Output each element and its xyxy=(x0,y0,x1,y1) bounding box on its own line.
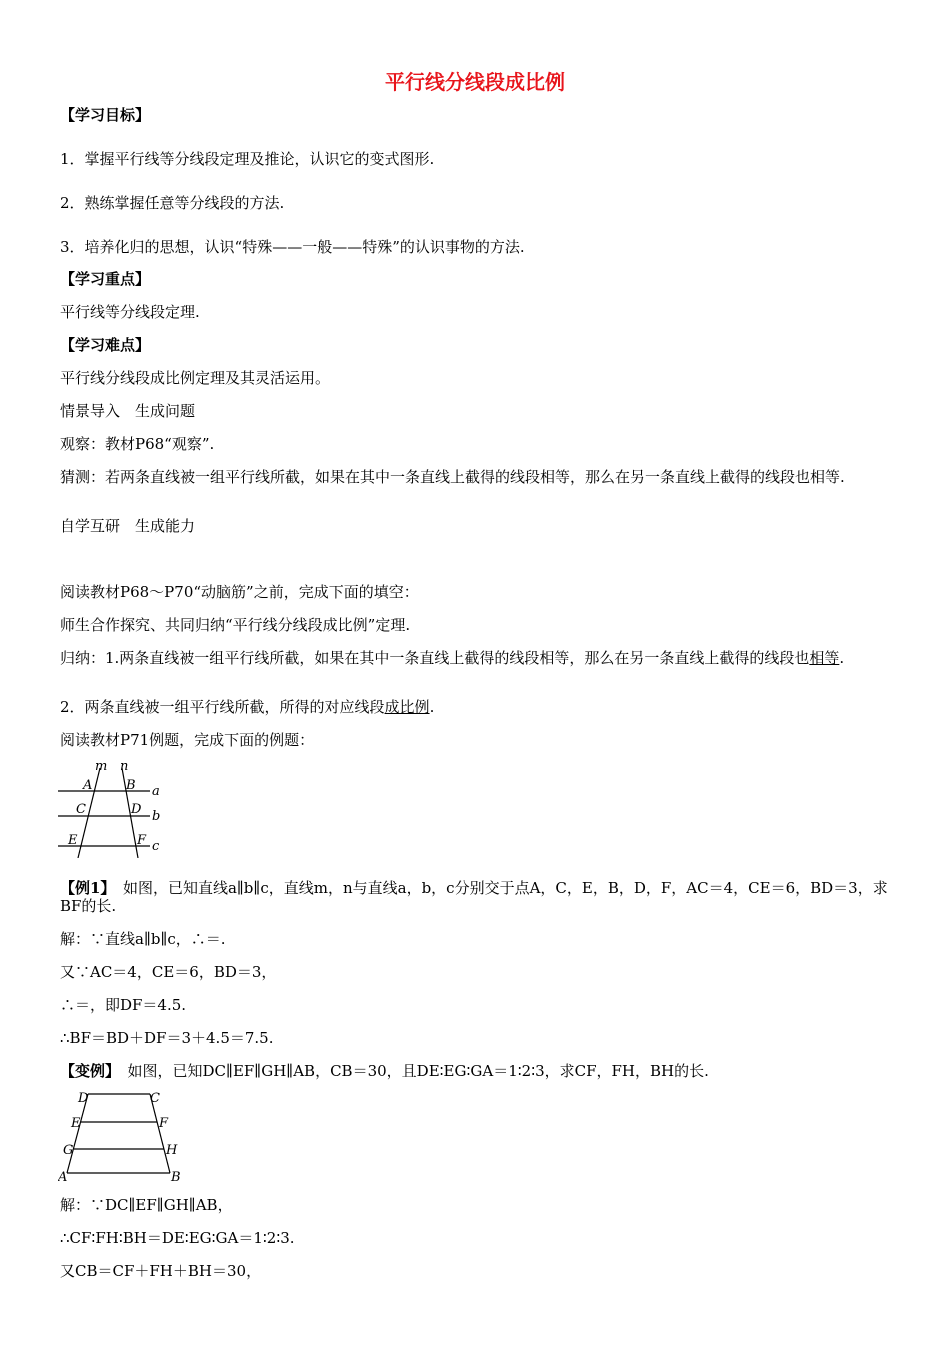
summary-2-suffix: . xyxy=(429,698,435,716)
label-m: m xyxy=(95,759,108,774)
guess-text: 猜测：若两条直线被一组平行线所截，如果在其中一条直线上截得的线段相等，那么在另一条直线上截得的线段也相等. xyxy=(60,468,845,486)
goals-heading: 【学习目标】 xyxy=(60,106,151,124)
variant-label: 【变例】 xyxy=(60,1062,113,1080)
trapezoid-figure xyxy=(58,1088,188,1186)
label-A: A xyxy=(58,1170,68,1185)
summary-1-prefix: 归纳：1.两条直线被一组平行线所截，如果在其中一条直线上截得的线段相等，那么在另一条直线上截得的线段也 xyxy=(60,649,810,667)
variant-text: 如图，已知DC∥EF∥GH∥AB，CB＝30，且DE∶EG∶GA＝1∶2∶3，求CF，FH，BH的长. xyxy=(112,1062,709,1080)
difficult-text: 平行线分线段成比例定理及其灵活运用。 xyxy=(60,369,331,387)
solution-2-line-3: 又CB＝CF＋FH＋BH＝30， xyxy=(60,1262,262,1280)
label-b: b xyxy=(152,809,161,824)
parallel-lines-figure-1 xyxy=(58,758,178,858)
summary-1 xyxy=(60,649,890,667)
label-B: B xyxy=(126,778,136,793)
variant-example xyxy=(60,1062,890,1080)
self-study-heading: 自学互研 生成能力 xyxy=(60,517,196,535)
goal-3: 3．培养化归的思想，认识“特殊——一般——特殊”的认识事物的方法. xyxy=(60,238,525,256)
label-c: c xyxy=(152,839,160,854)
intro-heading: 情景导入 生成问题 xyxy=(60,402,196,420)
observe-text: 观察：教材P68“观察”. xyxy=(60,435,215,453)
goal-1: 1．掌握平行线等分线段定理及推论，认识它的变式图形. xyxy=(60,150,435,168)
label-a: a xyxy=(152,784,160,799)
example-1 xyxy=(60,879,890,915)
label-C: C xyxy=(150,1091,160,1106)
read-instruction-2: 阅读教材P71例题，完成下面的例题： xyxy=(60,731,315,749)
page-title: 平行线分线段成比例 xyxy=(385,70,565,94)
label-n: n xyxy=(120,759,129,774)
difficult-heading: 【学习难点】 xyxy=(60,336,151,354)
summary-2-prefix: 2．两条直线被一组平行线所截，所得的对应线段 xyxy=(60,698,385,716)
solution-1-line-2: 又∵AC＝4，CE＝6，BD＝3， xyxy=(60,963,277,981)
summary-2 xyxy=(60,698,890,716)
label-D: D xyxy=(78,1091,89,1106)
solution-1-line-4: ∴BF＝BD＋DF＝3＋4.5＝7.5. xyxy=(60,1029,274,1047)
example-1-label: 【例1】 xyxy=(60,879,108,897)
key-text: 平行线等分线段定理. xyxy=(60,303,200,321)
label-E: E xyxy=(68,833,78,848)
label-G: G xyxy=(63,1143,74,1158)
label-B: B xyxy=(171,1170,181,1185)
label-H: H xyxy=(166,1143,178,1158)
label-F: F xyxy=(159,1116,169,1131)
summary-2-answer: 成比例 xyxy=(384,698,430,716)
solution-2-line-2: ∴CF∶FH∶BH＝DE∶EG∶GA＝1∶2∶3. xyxy=(60,1229,295,1247)
label-E: E xyxy=(71,1116,81,1131)
read-instruction-1: 阅读教材P68～P70“动脑筋”之前，完成下面的填空： xyxy=(60,583,419,601)
solution-1-line-1: 解：∵直线a∥b∥c，∴＝. xyxy=(60,930,226,948)
cooperate-text: 师生合作探究、共同归纳“平行线分线段成比例”定理. xyxy=(60,616,411,634)
goal-2: 2．熟练掌握任意等分线段的方法. xyxy=(60,194,285,212)
example-1-text: 如图，已知直线a∥b∥c，直线m，n与直线a，b，c分别交于点A，C，E，B，D，F，AC＝4，CE＝6，BD＝3，求BF的长. xyxy=(60,879,888,915)
key-heading: 【学习重点】 xyxy=(60,270,151,288)
summary-1-answer: 相等 xyxy=(809,649,840,667)
label-D: D xyxy=(131,802,142,817)
solution-2-line-1: 解：∵DC∥EF∥GH∥AB， xyxy=(60,1196,233,1214)
label-C: C xyxy=(76,802,86,817)
summary-1-suffix: . xyxy=(839,649,845,667)
solution-1-line-3: ∴＝，即DF＝4.5. xyxy=(60,996,187,1014)
label-A: A xyxy=(83,778,93,793)
label-F: F xyxy=(137,833,147,848)
